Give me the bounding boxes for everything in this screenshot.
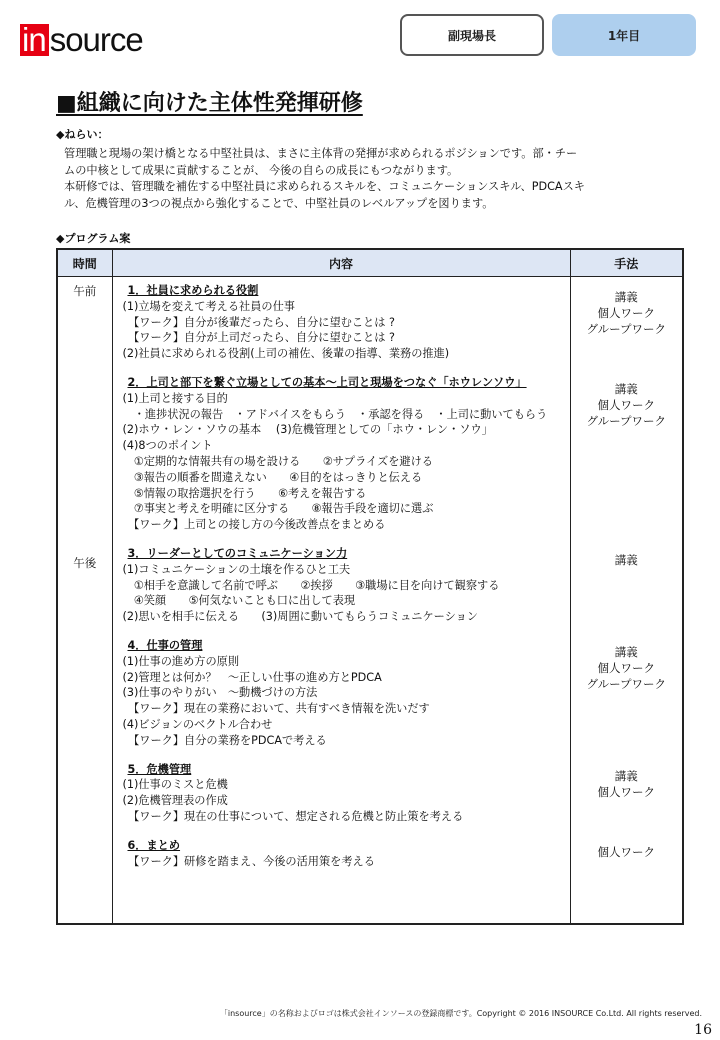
program-line: 【ワーク】自分が上司だったら、自分に望むことは ? [122,331,395,345]
role-tag: 副現場長 [400,14,544,56]
program-line: (1)上司と接する目的 [122,391,228,405]
method-item: グループワーク [586,677,667,691]
aim-line: ル、危機管理の3つの視点から強化することで、中堅社員のレベルアップを図ります。 [64,196,494,210]
program-line: ①相手を意識して名前で呼ぶ ②挨拶 ③職場に目を向けて観察する [122,578,500,592]
program-line: 【ワーク】自分の業務をPDCAで考える [122,733,327,747]
program-table [56,248,684,925]
program-line: 【ワーク】研修を踏まえ、今後の活用策を考える [122,854,375,868]
program-line: (1)コミュニケーションの土壌を作るひと工夫 [122,562,351,576]
method-list [571,289,683,337]
aim-line: 本研修では、管理職を補佐する中堅社員に求められるスキルを、コミュニケーションスキル、PDCAスキ [64,180,585,193]
time-afternoon: 午後 [73,556,97,570]
page-number: 16 [694,1022,712,1038]
program-line: (1)立場を変えて考える社員の仕事 [122,299,295,313]
program-block [123,283,570,362]
method-item: 個人ワーク [597,398,655,412]
column-header-content: 内容 [112,249,570,277]
program-line: ⑦事実と考えを明確に区分する ⑧報告手段を適切に選ぶ [122,502,434,516]
program-line: (4)ビジョンのベクトル合わせ [122,717,273,731]
logo-in-mark: in [20,24,49,56]
method-item: 講義 [614,553,638,567]
copyright-footer: 「insource」の名称およびロゴは株式会社インソースの登録商標です。Copyright © 2016 INSOURCE Co.Ltd. All rights reserved. [219,1009,702,1018]
method-item: 個人ワーク [597,845,655,859]
program-line: (1)仕事の進め方の原則 [122,654,240,668]
method-item: 個人ワーク [597,306,655,320]
column-header-time: 時間 [57,249,112,277]
program-line: 【ワーク】自分が後輩だったら、自分に望むことは ? [122,315,395,329]
method-list [571,768,683,800]
program-block-heading: 2．上司と部下を繋ぐ立場としての基本～上司と現場をつなぐ「ホウレンソウ」 [127,375,527,389]
program-line: (3)仕事のやりがい ～動機づけの方法 [122,686,318,700]
program-line: (2)ホウ・レン・ソウの基本 (3)危機管理としての「ホウ・レン・ソウ」 [122,423,493,437]
program-line: (2)危機管理表の作成 [122,794,228,808]
method-item: 講義 [614,645,638,659]
aim-line: ムの中核として成果に貢献することが、 今後の自らの成長にもつながります。 [64,163,459,177]
method-item: 個人ワーク [597,785,655,799]
logo-wordmark: source [49,21,143,58]
program-line: ③報告の順番を間違えない ④目的をはっきりと伝える [122,470,423,484]
program-block [123,375,570,533]
program-line: 【ワーク】上司との接し方の今後改善点をまとめる [122,518,386,532]
program-line: (1)仕事のミスと危機 [122,778,228,792]
method-item: グループワーク [586,414,667,428]
method-list [571,552,683,568]
year-tag: 1年目 [552,14,696,56]
insource-logo [20,21,143,58]
method-item: 個人ワーク [597,661,655,675]
program-line: ・進捗状況の報告 ・アドバイスをもらう ・承認を得る ・上司に動いてもらう [122,407,548,421]
program-line: (4)8つのポイント [122,439,213,453]
aim-text [64,146,664,212]
method-item: 講義 [614,290,638,304]
method-item: 講義 [614,382,638,396]
program-line: ①定期的な情報共有の場を設ける ②サプライズを避ける [122,454,433,468]
program-block [123,546,570,625]
program-block [123,638,570,749]
method-cell [570,277,683,925]
program-block [123,838,570,870]
aim-heading: ◆ねらい： [56,128,109,141]
aim-line: 管理職と現場の架け橋となる中堅社員は、まさに主体背の発揮が求められるポジションです。部・チー [64,147,578,160]
program-heading: ◆プログラム案 [56,232,131,245]
method-list [571,381,683,429]
program-line: ④笑顔 ⑤何気ないことも口に出して表現 [122,594,356,608]
program-block-heading: 6．まとめ [127,838,181,852]
content-cell [112,277,570,925]
time-cell [57,277,112,925]
page-title: ■組織に向けた主体性発揮研修 [56,91,363,116]
program-line: (2)社員に求められる役割(上司の補佐、後輩の指導、業務の推進) [122,347,450,361]
time-morning: 午前 [73,284,97,298]
method-list [571,644,683,692]
program-line: 【ワーク】現在の業務において、共有すべき情報を洗いだす [122,702,430,716]
program-block-heading: 4．仕事の管理 [127,638,203,652]
program-line: 【ワーク】現在の仕事について、想定される危機と防止策を考える [122,809,464,823]
program-line: ⑤情報の取捨選択を行う ⑥考えを報告する [122,486,367,500]
program-line: (2)思いを相手に伝える (3)周囲に動いてもらうコミュニケーション [122,610,478,624]
program-line: (2)管理とは何か？ ～正しい仕事の進め方とPDCA [122,670,382,684]
method-list [571,844,683,860]
program-block-heading: 5．危機管理 [127,762,192,776]
method-item: 講義 [614,769,638,783]
method-item: グループワーク [586,322,667,336]
column-header-method: 手法 [570,249,683,277]
program-block-heading: 3．リーダーとしてのコミュニケーション力 [127,546,348,560]
program-block [123,762,570,825]
program-block-heading: 1．社員に求められる役割 [127,284,259,297]
